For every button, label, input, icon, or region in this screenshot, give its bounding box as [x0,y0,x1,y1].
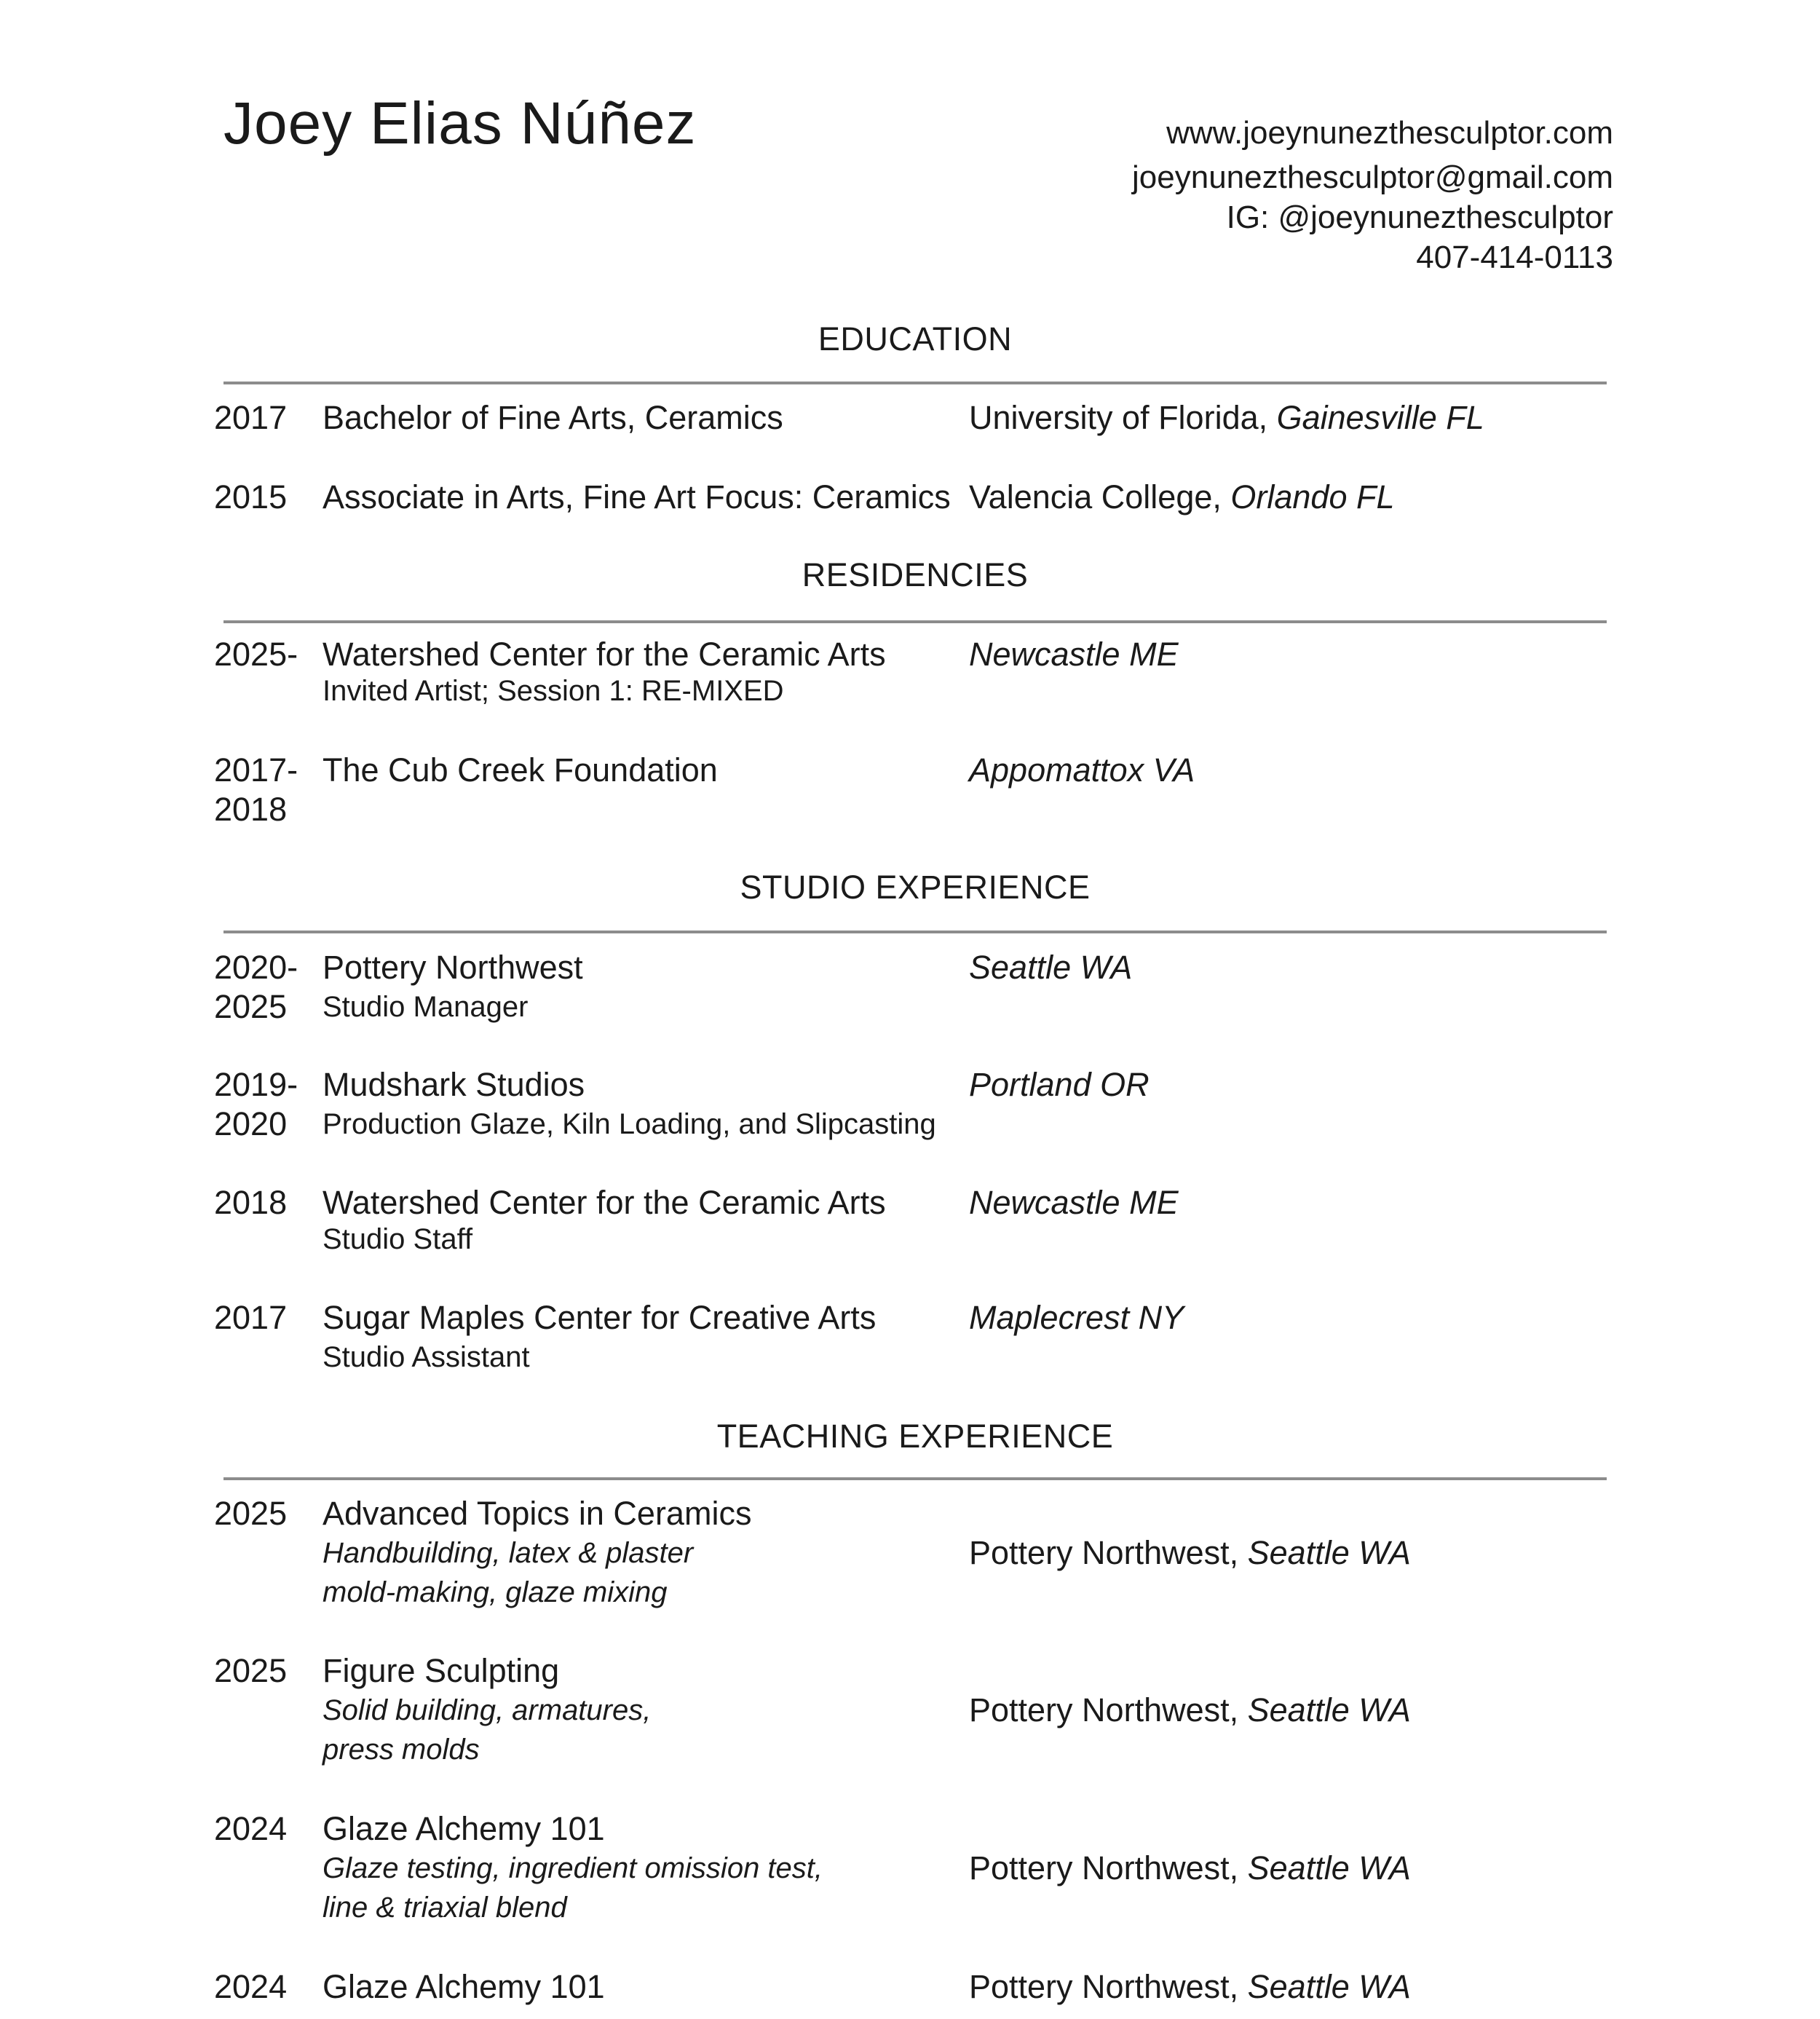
section-divider [223,1477,1607,1480]
entry-description: line & triaxial blend [323,1892,567,1924]
cv-name: Joey Elias Núñez [223,90,697,157]
entry-description: Handbuilding, latex & plaster [323,1537,694,1569]
section-title-teaching: TEACHING EXPERIENCE [716,1418,1114,1455]
entry-year: 2025- [214,636,298,673]
instagram-handle: IG: @joeynunezthesculptor [1226,199,1613,235]
entry-subtitle: Studio Assistant [323,1341,530,1373]
email-link[interactable]: joeynunezthesculptor@gmail.com [1132,159,1613,195]
entry-location: Appomattox VA [969,751,1195,789]
entry-location: Newcastle ME [969,1184,1179,1221]
website-link[interactable]: www.joeynunezthesculptor.com [1166,115,1613,151]
entry-title: Watershed Center for the Ceramic Arts [323,1184,886,1221]
section-title-education: EDUCATION [818,320,1013,357]
entry-location: Seattle WA [969,949,1133,986]
entry-year: 2018 [214,1184,288,1221]
section-title-residencies: RESIDENCIES [802,556,1029,593]
entry-title: Mudshark Studios [323,1066,585,1103]
entry-title: Watershed Center for the Ceramic Arts [323,636,886,673]
entry-location: Newcastle ME [969,636,1179,673]
entry-title: Sugar Maples Center for Creative Arts [323,1299,877,1336]
entry-location: Valencia College, Orlando FL [969,478,1395,515]
entry-year: 2017 [214,399,288,436]
phone-number: 407-414-0113 [1416,240,1613,275]
entry-title: Glaze Alchemy 101 [323,1968,605,2005]
entry-year: 2015 [214,478,288,515]
entry-year: 2017 [214,1299,288,1336]
entry-title: The Cub Creek Foundation [323,751,718,789]
entry-location: Pottery Northwest, Seattle WA [969,1849,1411,1886]
entry-subtitle: Invited Artist; Session 1: RE-MIXED [323,675,784,707]
entry-title: Bachelor of Fine Arts, Ceramics [323,399,783,436]
entry-location: Maplecrest NY [969,1299,1184,1336]
entry-description: Solid building, armatures, [323,1694,652,1726]
entry-subtitle: Studio Manager [323,991,529,1023]
section-divider [223,931,1607,933]
entry-description: Glaze testing, ingredient omission test, [323,1852,823,1884]
entry-year: 2024 [214,1968,288,2005]
entry-location: University of Florida, Gainesville FL [969,399,1484,436]
section-title-studio: STUDIO EXPERIENCE [740,869,1091,906]
section-divider [223,620,1607,623]
entry-subtitle: Production Glaze, Kiln Loading, and Slipcasting [323,1108,936,1140]
entry-title: Advanced Topics in Ceramics [323,1495,752,1532]
entry-description: mold-making, glaze mixing [323,1576,668,1608]
entry-year-end: 2018 [214,791,288,828]
entry-title: Figure Sculpting [323,1652,560,1689]
entry-year: 2017- [214,751,298,789]
entry-location: Pottery Northwest, Seattle WA [969,1534,1411,1571]
entry-year: 2020- [214,949,298,986]
entry-title: Associate in Arts, Fine Art Focus: Ceramics [323,478,951,515]
section-divider [223,382,1607,384]
entry-location: Portland OR [969,1066,1150,1103]
entry-location: Pottery Northwest, Seattle WA [969,1968,1411,2005]
entry-title: Glaze Alchemy 101 [323,1810,605,1847]
entry-year: 2024 [214,1810,288,1847]
entry-year: 2025 [214,1652,288,1689]
entry-title: Pottery Northwest [323,949,583,986]
entry-year: 2019- [214,1066,298,1103]
entry-location: Pottery Northwest, Seattle WA [969,1691,1411,1728]
entry-year-end: 2025 [214,988,288,1025]
entry-subtitle: Studio Staff [323,1223,473,1255]
contact-block [1132,113,1613,277]
entry-description: press molds [323,1734,480,1766]
entry-year-end: 2020 [214,1105,288,1142]
entry-year: 2025 [214,1495,288,1532]
